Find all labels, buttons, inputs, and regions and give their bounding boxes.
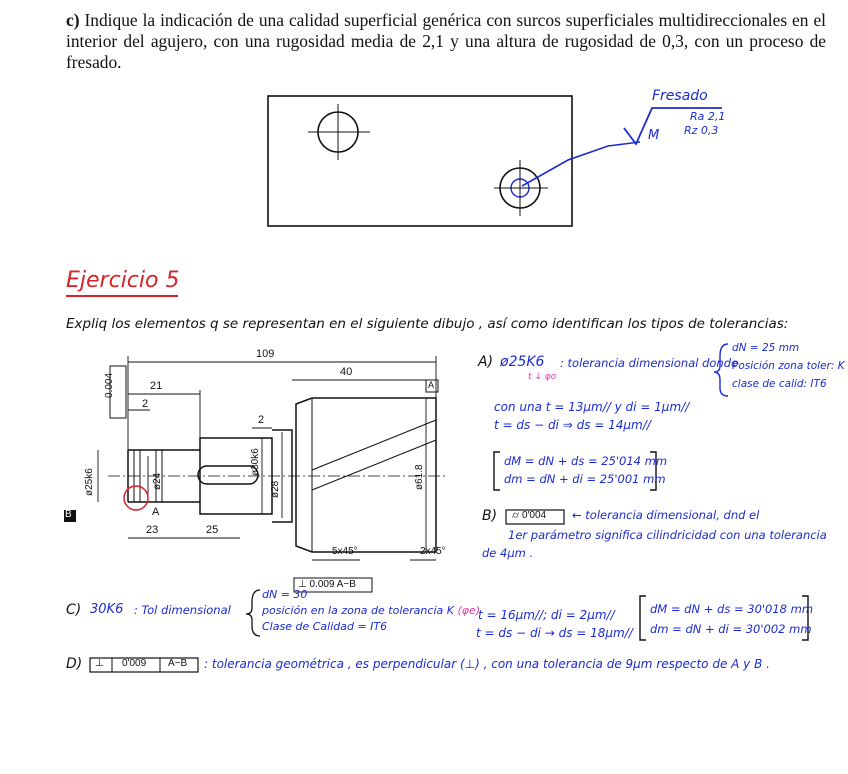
answer-a-l2: t = ds − di ⇒ ds = 14μm// (494, 418, 651, 432)
answer-c-m2: dm = dN + di = 30'002 mm (650, 622, 812, 636)
answer-c-b1: dN = 30 (262, 588, 308, 601)
chamfer-2: 2x45° (420, 546, 446, 557)
answer-c-desc: : Tol dimensional (134, 603, 231, 617)
datum-a-box: A (428, 380, 435, 390)
answer-a-desc: : tolerancia dimensional donde (560, 356, 739, 370)
answer-c-b2 (262, 604, 480, 617)
dim-25: 25 (206, 524, 219, 536)
answer-d-text: : tolerancia geométrica , es perpendicular (⊥) , con una tolerancia de 9μm respecto de A y B . (204, 657, 770, 671)
answer-c-b2-text: posición en la zona de tolerancia K (262, 604, 454, 617)
dia-24: ø24 (152, 472, 163, 490)
answer-b-l3: de 4μm . (482, 546, 534, 560)
answer-b-l1: ← tolerancia dimensional, dnd el (572, 508, 760, 522)
tol-0004: 0.004 (104, 372, 115, 398)
datum-a-label: A (152, 506, 160, 518)
exercise-statement: Expliq los elementos q se representan en el siguiente dibujo , así como identifican los tipos de tolerancias: (66, 316, 789, 332)
question-c-label: c) (66, 10, 80, 30)
surface-ra: Ra 2,1 (690, 110, 726, 123)
answer-c-label: C) (66, 602, 82, 618)
dia-618: ø61.8 (414, 464, 425, 490)
thread-line-1 (312, 420, 436, 470)
dim-109: 109 (256, 348, 275, 360)
answer-c-t1: t = 16μm//; di = 2μm// (478, 608, 615, 622)
surface-process: Fresado (652, 88, 708, 104)
answer-d-label: D) (66, 656, 83, 672)
datum-b: B (65, 509, 72, 520)
dim-2a: 2 (142, 398, 149, 410)
answer-a-spec-mark: t ↓ φo (528, 372, 557, 382)
answer-c-m1: dM = dN + ds = 30'018 mm (650, 602, 814, 616)
surface-leader (522, 142, 640, 186)
dim-21: 21 (150, 380, 163, 392)
question-c-text: Indique la indicación de una calidad superficial genérica con surcos superficiales multidireccionales en el interior del agujero, con una rugosidad media de 2,1 y una altura de rugosidad de 0,3, con un proceso de fresado. (66, 10, 826, 72)
dim-40: 40 (340, 366, 353, 378)
answer-c-b3: Clase de Calidad = IT6 (262, 620, 388, 633)
answer-a-m1: dM = dN + ds = 25'014 mm (504, 454, 668, 468)
dim-2b: 2 (258, 414, 265, 426)
answer-b-label: B) (482, 508, 498, 524)
c-brace (246, 590, 260, 636)
answer-b-frame: ⌭ 0'004 (512, 510, 547, 521)
a-bracket-left (494, 452, 500, 490)
exercise-title: Ejercicio 5 (66, 268, 180, 293)
answer-a-spec: ø25K6 (500, 354, 545, 370)
answer-a-b2: Posición zona toler: K (732, 360, 845, 372)
answer-d-frame1: ⊥ (95, 658, 104, 669)
c-bracket-left (640, 596, 646, 640)
keyway-slot (198, 466, 258, 484)
surface-lay: M (648, 128, 660, 143)
answer-d-frame3: A−B (168, 658, 188, 669)
answer-b-l2: 1er parámetro significa cilindricidad con una tolerancia (508, 528, 827, 542)
dim-23: 23 (146, 524, 159, 536)
answer-c-t2: t = ds − di → ds = 18μm// (476, 626, 633, 640)
a-brace (714, 344, 728, 396)
answer-a-m2: dm = dN + di = 25'001 mm (504, 472, 666, 486)
answer-a-l1: con una t = 13μm// y di = 1μm// (494, 400, 690, 414)
answer-a-b3: clase de calid: IT6 (732, 378, 827, 390)
answer-c-spec: 30K6 (90, 602, 124, 617)
dia-25k6: ø25k6 (84, 468, 95, 496)
answer-c-b2-pink: (φe) (457, 604, 481, 617)
chamfer-5: 5x45° (332, 546, 358, 557)
surface-rz: Rz 0,3 (684, 124, 719, 137)
dia-28: ø28 (270, 480, 281, 498)
answer-a-label: A) (478, 354, 494, 370)
answer-d-frame2: 0'009 (122, 658, 147, 669)
answer-a-b1: dN = 25 mm (732, 342, 800, 354)
perp-frame: ⊥ 0.009 A−B (298, 579, 356, 590)
dia-30k6: ø30k6 (250, 448, 261, 476)
